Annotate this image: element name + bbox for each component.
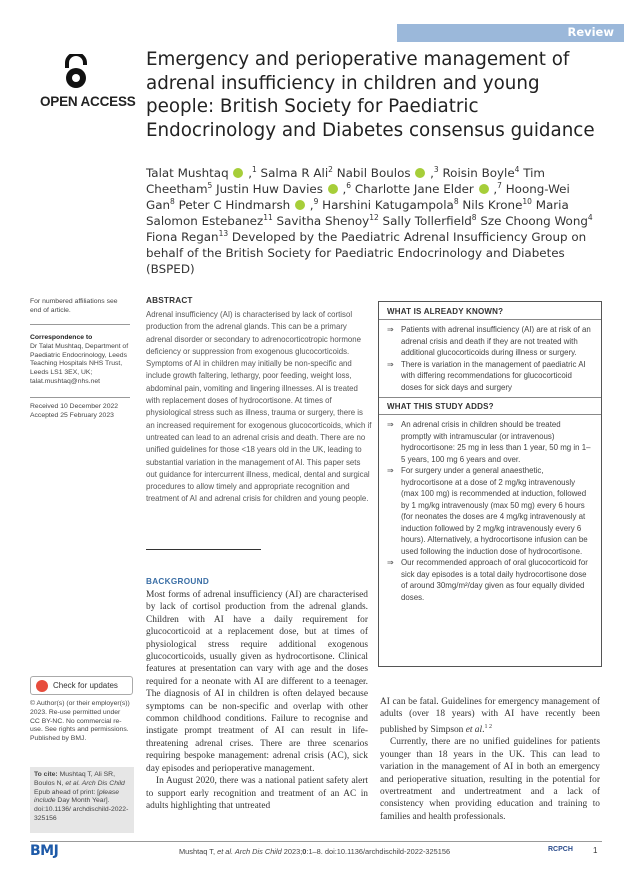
author-name[interactable]: Savitha Shenoy: [276, 214, 370, 228]
affiliation-number: 1: [251, 165, 257, 174]
key-message-text: An adrenal crisis in children should be treated promptly with intramuscular (or intravenous) hydrocortisone: 25 mg in less than 1 year, 50 mg in 1–5 years, 100 mg 6 years and over.: [401, 420, 591, 464]
author-name[interactable]: Peter C Hindmarsh: [178, 198, 291, 212]
footer-citation-text: 2023;: [281, 847, 303, 856]
dates-block: [30, 403, 130, 421]
paragraph-etal: et al: [465, 724, 483, 735]
crossmark-icon: [36, 680, 48, 692]
body-column-right: [380, 696, 600, 823]
author-name[interactable]: Nabil Boulos: [336, 166, 411, 180]
background-paragraph: [380, 696, 600, 736]
author-name[interactable]: Maria Salomon Estebanez: [146, 198, 569, 228]
open-access-label: OPEN ACCESS: [40, 94, 136, 109]
author-list: Talat Mushtaq ,$^1$ Salma R Ali$^2$ Nabil Boulos ,$^3$ Roisin Boyle$^4$ Tim Cheetham$^5$ Justin Huw Davies ,$^6$ Charlotte Jane Elder ,$^7$ Hoong-Wei Gan$^8$ Peter C Hindmarsh ,$^9$ Harshini Katugampola$^8$ Nils Krone$^{10}$ Maria Salomon Estebanez$^{11}$ Savitha Shenoy$^{12}$ Sally Tollerfield$^8$ Sze Choong Wong$^4$ Fiona Regan$^{13}$ Developed by the Paediatric Adrenal Insufficiency Group on behalf of the British Society for Paediatric Endocrinology and Diabetes (BSPED): [146, 165, 593, 276]
affiliation-number: 10: [522, 197, 532, 206]
affiliation-number: 8: [453, 197, 459, 206]
received-date: Received 10 December 2022: [30, 403, 119, 410]
paragraph-text: AI can be fatal. Guidelines for emergency management of adults (over 18 years) with AI have recently been published by Simpson: [380, 697, 600, 735]
check-for-updates-label: Check for updates: [53, 681, 118, 690]
check-for-updates-button[interactable]: [30, 676, 133, 695]
affiliation-number: 5: [207, 181, 213, 190]
paragraph-text: .: [482, 724, 485, 735]
author-name[interactable]: Charlotte Jane Elder: [354, 182, 474, 196]
arrow-right-icon: ⇒: [387, 325, 394, 334]
affiliation-number: 12: [369, 213, 379, 222]
key-message-text: For surgery under a general anaesthetic, hydrocortisone at a dose of 2 mg/kg intravenously (max 100 mg) is recommended at induction, followed by 1 mg/kg intravenously (max 50 mg) every 6 hours (for neonates the doses are 4 mg/kg intravenously at induction followed by 2 mg/kg intravenously every 6 hours). Alternatively, a hydrocortisone infusion can be used following the induction dose of hydrocortisone.: [401, 466, 588, 556]
author-name[interactable]: Salma R Ali: [260, 166, 329, 180]
affiliation-number: 2: [328, 165, 333, 174]
affiliation-number: 8: [170, 197, 175, 206]
citation-box: [30, 767, 134, 833]
orcid-icon[interactable]: [415, 168, 425, 178]
key-messages-box: [378, 301, 602, 667]
affiliation-number: 9: [313, 197, 319, 206]
affiliation-number: 6: [346, 181, 352, 190]
citation-text: Epub ahead of print: [: [34, 788, 99, 796]
key-message-text: Our recommended approach of oral glucocorticoid for sick day episodes is a total daily hydrocortisone dose of around 30mg/m²/day given as four equally divided doses.: [401, 558, 588, 602]
author-name[interactable]: Harshini Katugampola: [322, 198, 454, 212]
key-message-item: [387, 359, 593, 394]
affiliation-number: 7: [497, 181, 502, 190]
affiliation-number: 8: [471, 213, 477, 222]
article-title: Emergency and perioperative management of adrenal insufficiency in children and young people: British Society for Paediatric Endocrinology and Diabetes consensus guidance: [146, 49, 595, 141]
arrow-right-icon: ⇒: [387, 420, 394, 429]
open-access-icon: [60, 54, 92, 90]
author-name[interactable]: Justin Huw Davies: [216, 182, 323, 196]
key-message-item: [387, 557, 593, 603]
author-name[interactable]: Fiona Regan: [146, 230, 219, 244]
arrow-right-icon: ⇒: [387, 558, 394, 567]
arrow-right-icon: ⇒: [387, 466, 394, 475]
footer-citation: [179, 847, 450, 856]
author-name[interactable]: Roisin Boyle: [442, 166, 515, 180]
citation-placeholder: please include: [34, 788, 120, 805]
author-name[interactable]: Hoong-Wei Gan: [146, 182, 570, 212]
footer-volume: 0: [302, 847, 307, 856]
known-list: [387, 324, 593, 393]
license-statement: © Author(s) (or their employer(s)) 2023. Re-use permitted under CC BY-NC. No commercial re-use. See rights and permissions. Published by BMJ.: [30, 700, 130, 743]
affiliation-number: 3: [433, 165, 439, 174]
correspondence-body: Dr Talat Mushtaq, Department of Paediatric Endocrinology, Leeds Teaching Hospitals NHS Trust, Leeds LS1 3EX, UK; talat.mushtaq@nhs.net: [30, 342, 129, 385]
citation-journal: et al. Arch Dis Child: [65, 779, 125, 787]
background-heading: BACKGROUND: [146, 577, 210, 586]
footer-citation-text: Mushtaq T,: [179, 847, 218, 856]
body-column-left: [146, 589, 368, 812]
reference-link[interactable]: 1 2: [484, 723, 492, 730]
orcid-icon[interactable]: [479, 184, 489, 194]
article-type-label: Review: [567, 25, 614, 39]
footer-divider: [30, 841, 602, 842]
orcid-icon[interactable]: [233, 168, 243, 178]
correspondence-heading: Correspondence to: [30, 334, 93, 341]
sidebar-divider: [30, 397, 130, 398]
known-heading: WHAT IS ALREADY KNOWN?: [379, 307, 601, 320]
citation-text: Mushtaq T, Ali SR, Boulos N,: [34, 771, 115, 787]
author-name[interactable]: Sze Choong Wong: [480, 214, 588, 228]
affiliation-number: 13: [218, 229, 229, 238]
orcid-icon[interactable]: [295, 200, 305, 210]
bmj-logo: BMJ: [30, 843, 59, 859]
affiliations-note: For numbered affiliations see end of article.: [30, 298, 118, 314]
background-paragraph: In August 2020, there was a national patient safety alert to support early recognition and treatment of an AC in adults highlighting that untreated: [146, 776, 368, 811]
accepted-date: Accepted 25 February 2023: [30, 411, 114, 419]
article-type-banner: [397, 24, 624, 42]
adds-heading: WHAT THIS STUDY ADDS?: [379, 397, 601, 415]
key-message-item: [387, 324, 593, 359]
footer-journal: et al. Arch Dis Child: [217, 847, 282, 856]
author-name[interactable]: Tim Cheetham: [146, 166, 546, 196]
background-paragraph: Most forms of adrenal insufficiency (AI) are characterised by lack of cortisol production from the adrenal glands. Children with AI have a daily requirement for glucocorticoid at a replacement dose, but at times of physiological stress require additional exogenous glucocorticoids, usually given as hydrocortisone. Clinical features at presentation can vary with age and the doses required for a neonate with AI are different to a teenager. The diagnosis of AI in children is often delayed because symptoms can be non-specific and overlap with other common childhood conditions. Failure to recognise and instigate prompt treatment of AI can result in life-threatening adrenal crises. There are three scenarios requiring bespoke management: adrenal crisis (AC), sick day episodes and perioperative management.: [146, 590, 368, 774]
rcpch-logo: RCPCH: [548, 846, 573, 853]
abstract-heading: ABSTRACT: [146, 296, 193, 305]
key-message-item: [387, 465, 593, 557]
sidebar-divider: [30, 324, 130, 325]
author-name[interactable]: Talat Mushtaq: [146, 166, 229, 180]
orcid-icon[interactable]: [328, 184, 338, 194]
author-name[interactable]: Nils Krone: [462, 198, 523, 212]
key-message-text: There is variation in the management of paediatric AI with differing recommendations for glucocorticoid doses for sick days and surgery: [401, 359, 586, 392]
background-paragraph: Currently, there are no unified guidelines for patients younger than 18 years in the UK. This can lead to variation in the management of AI in both an emergency and perioperative situation, resulting in the potential for overtreatment and undertreatment and a lack of consistency when providing education and training to families and health professionals.: [380, 737, 600, 822]
citation-heading: To cite:: [34, 771, 58, 778]
key-message-item: [387, 419, 593, 465]
key-message-text: Patients with adrenal insufficiency (AI) are at risk of an adrenal crisis and death if they are not treated with additional glucocorticoids during illness or surgery.: [401, 325, 591, 357]
abstract-divider: [146, 549, 261, 550]
citation-doi: Day Month Year]. doi:10.1136/ archdischild-2022-325156: [34, 797, 129, 822]
author-name[interactable]: Sally Tollerfield: [382, 214, 472, 228]
abstract-text: Adrenal insufficiency (AI) is characterised by lack of cortisol production from the adrenal glands. This can be a primary adrenal disorder or secondary to adrenocorticotropic hormone deficiency or suppression from exogenous glucocorticoids. Symptoms of AI in children may initially be non-specific and include growth faltering, lethargy, poor feeding, weight loss, abdominal pain, vomiting and lingering illnesses. AI is treated with replacement doses of hydrocortisone. At times of physiological stress such as illness, trauma or surgery, there is an increased requirement for exogenous glucocorticoids, which if untreated can lead to an adrenal crisis and death. There are no unified guidelines for those <18 years old in the UK, leading to substantial variation in the management of AI. This paper sets out guidance for intercurrent illness, medical, dental and surgical procedures to allow timely and appropriate recognition and treatment of AI and adrenal crisis for children and young people.: [146, 310, 372, 504]
page-number: 1: [593, 846, 598, 855]
correspondence-block: [30, 334, 130, 387]
authors-group-note: Developed by the Paediatric Adrenal Insufficiency Group on behalf of the British Society for Paediatric Endocrinology and Diabetes (BSPED): [146, 230, 587, 276]
adds-list: [387, 419, 593, 603]
affiliation-number: 4: [587, 213, 593, 222]
affiliation-number: 4: [514, 165, 520, 174]
arrow-right-icon: ⇒: [387, 359, 394, 369]
footer-doi: :1–8. doi:10.1136/archdischild-2022-325156: [306, 847, 451, 856]
affiliation-number: 11: [263, 213, 273, 222]
